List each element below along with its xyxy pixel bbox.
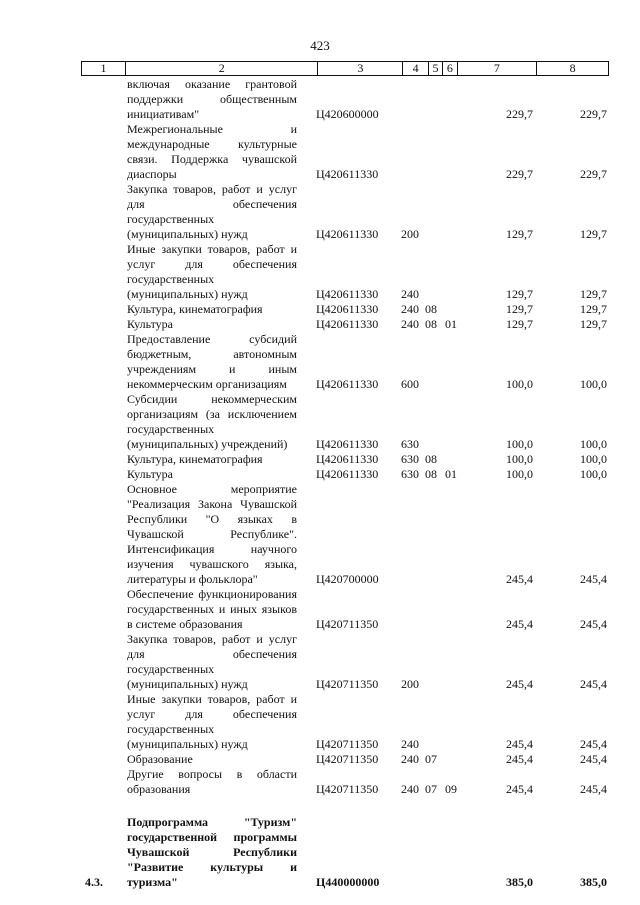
row-code: Ц420600000 — [316, 107, 379, 121]
row-col6: 01 — [445, 317, 457, 331]
row-col7: 129,7 — [506, 227, 533, 241]
row-col7: 245,4 — [506, 677, 533, 691]
column-header-5: 5 — [428, 62, 442, 76]
table-row — [0, 77, 640, 122]
row-col8: 100,0 — [580, 437, 607, 451]
table-row — [0, 182, 640, 242]
row-name: Обеспечение функционирования государственных и иных языков в системе образования — [127, 587, 297, 631]
page-number: 423 — [310, 38, 330, 53]
row-col4: 630 — [401, 437, 419, 451]
row-col8: 100,0 — [580, 467, 607, 481]
row-code: Ц420611330 — [316, 377, 379, 391]
row-code: Ц420611330 — [316, 437, 379, 451]
row-col7: 100,0 — [506, 452, 533, 466]
row-code: Ц420711350 — [316, 752, 379, 766]
row-name: Предоставление субсидий бюджетным, автономным учреждениям и иным некоммерческим организациям — [127, 332, 297, 391]
table-row — [0, 392, 640, 452]
row-col5: 08 — [425, 467, 437, 481]
row-name: Образование — [127, 752, 193, 766]
table-row — [0, 815, 640, 890]
row-col4: 240 — [401, 287, 419, 301]
row-col8: 129,7 — [580, 317, 607, 331]
row-name: Закупка товаров, работ и услуг для обеспечения государственных (муниципальных) нужд — [127, 182, 297, 241]
row-col7: 129,7 — [506, 317, 533, 331]
table-row — [0, 752, 640, 767]
row-name: Культура — [127, 317, 173, 331]
row-col7: 245,4 — [506, 617, 533, 631]
table-header — [81, 61, 609, 76]
row-col7: 129,7 — [506, 302, 533, 316]
row-name: Межрегиональные и международные культурные связи. Поддержка чувашской диаспоры — [127, 122, 297, 181]
table-row — [0, 332, 640, 392]
row-col7: 129,7 — [506, 287, 533, 301]
table-row — [0, 317, 640, 332]
row-col4: 240 — [401, 302, 419, 316]
row-name: Иные закупки товаров, работ и услуг для обеспечения государственных (муниципальных) нужд — [127, 242, 297, 301]
row-code: Ц420611330 — [316, 317, 379, 331]
row-col4: 240 — [401, 737, 419, 751]
row-col8: 229,7 — [580, 167, 607, 181]
row-col6: 09 — [445, 782, 457, 796]
row-col4: 200 — [401, 227, 419, 241]
row-col5: 07 — [425, 752, 437, 766]
table-row — [0, 767, 640, 797]
row-col8: 245,4 — [580, 677, 607, 691]
table-row — [0, 242, 640, 302]
column-header-6: 6 — [443, 62, 457, 76]
row-code: Ц440000000 — [316, 875, 380, 889]
row-col7: 245,4 — [506, 782, 533, 796]
row-code: Ц420711350 — [316, 782, 379, 796]
row-col4: 630 — [401, 452, 419, 466]
row-col5: 07 — [425, 782, 437, 796]
row-col4: 240 — [401, 782, 419, 796]
table-row — [0, 302, 640, 317]
table-row — [0, 122, 640, 182]
row-code: Ц420611330 — [316, 287, 379, 301]
table-row — [0, 692, 640, 752]
row-name: Иные закупки товаров, работ и услуг для обеспечения государственных (муниципальных) нужд — [127, 692, 297, 751]
row-code: Ц420611330 — [316, 227, 379, 241]
row-col8: 245,4 — [580, 737, 607, 751]
row-col4: 240 — [401, 752, 419, 766]
row-col8: 129,7 — [580, 287, 607, 301]
row-col5: 08 — [425, 452, 437, 466]
row-code: Ц420711350 — [316, 737, 379, 751]
row-col5: 08 — [425, 302, 437, 316]
table-row — [0, 482, 640, 587]
row-col7: 245,4 — [506, 737, 533, 751]
row-code: Ц420611330 — [316, 467, 379, 481]
row-col8: 245,4 — [580, 782, 607, 796]
column-header-2: 2 — [126, 62, 318, 76]
row-code: Ц420711350 — [316, 677, 379, 691]
column-header-1: 1 — [82, 62, 126, 76]
row-col8: 129,7 — [580, 302, 607, 316]
row-name: Другие вопросы в области образования — [127, 767, 297, 796]
column-header-7: 7 — [457, 62, 537, 76]
row-col4: 630 — [401, 467, 419, 481]
table-row — [0, 452, 640, 467]
row-col4: 600 — [401, 377, 419, 391]
row-code: Ц420611330 — [316, 452, 379, 466]
row-code: Ц420611330 — [316, 302, 379, 316]
row-col8: 245,4 — [580, 617, 607, 631]
row-name: Закупка товаров, работ и услуг для обеспечения государственных (муниципальных) нужд — [127, 632, 297, 691]
row-col8: 245,4 — [580, 752, 607, 766]
row-col7: 229,7 — [506, 107, 533, 121]
row-col8: 100,0 — [580, 377, 607, 391]
row-name: Подпрограмма "Туризм" государственной программы Чувашской Республики "Развитие культуры и туризма" — [127, 815, 297, 889]
row-name: Основное мероприятие "Реализация Закона Чувашской Республики "О языках в Чувашской Республике". Интенсификация научного изучения чувашского языка, литературы и фольклора" — [127, 482, 297, 586]
row-number: 4.3. — [85, 875, 103, 889]
table-row — [0, 587, 640, 632]
row-code: Ц420711350 — [316, 617, 379, 631]
table-row — [0, 632, 640, 692]
row-col7: 100,0 — [506, 467, 533, 481]
table-row — [0, 467, 640, 482]
row-name: Культура, кинематография — [127, 302, 263, 316]
row-code: Ц420700000 — [316, 572, 379, 586]
row-col7: 385,0 — [506, 875, 533, 889]
row-col8: 129,7 — [580, 227, 607, 241]
row-col8: 229,7 — [580, 107, 607, 121]
column-header-8: 8 — [537, 62, 609, 76]
column-header-3: 3 — [318, 62, 403, 76]
row-col8: 385,0 — [580, 875, 607, 889]
row-col7: 245,4 — [506, 572, 533, 586]
row-col7: 245,4 — [506, 752, 533, 766]
row-col4: 200 — [401, 677, 419, 691]
row-col8: 245,4 — [580, 572, 607, 586]
row-col7: 229,7 — [506, 167, 533, 181]
row-name: включая оказание грантовой поддержки общественным инициативам" — [127, 77, 297, 121]
row-col4: 240 — [401, 317, 419, 331]
row-col6: 01 — [445, 467, 457, 481]
table-body — [0, 77, 640, 890]
row-col7: 100,0 — [506, 377, 533, 391]
row-code: Ц420611330 — [316, 167, 379, 181]
row-name: Субсидии некоммерческим организациям (за исключением государственных (муниципальных) учреждений) — [127, 392, 297, 451]
row-col7: 100,0 — [506, 437, 533, 451]
row-name: Культура, кинематография — [127, 452, 263, 466]
column-header-4: 4 — [403, 62, 429, 76]
row-col8: 100,0 — [580, 452, 607, 466]
row-name: Культура — [127, 467, 173, 481]
row-col5: 08 — [425, 317, 437, 331]
